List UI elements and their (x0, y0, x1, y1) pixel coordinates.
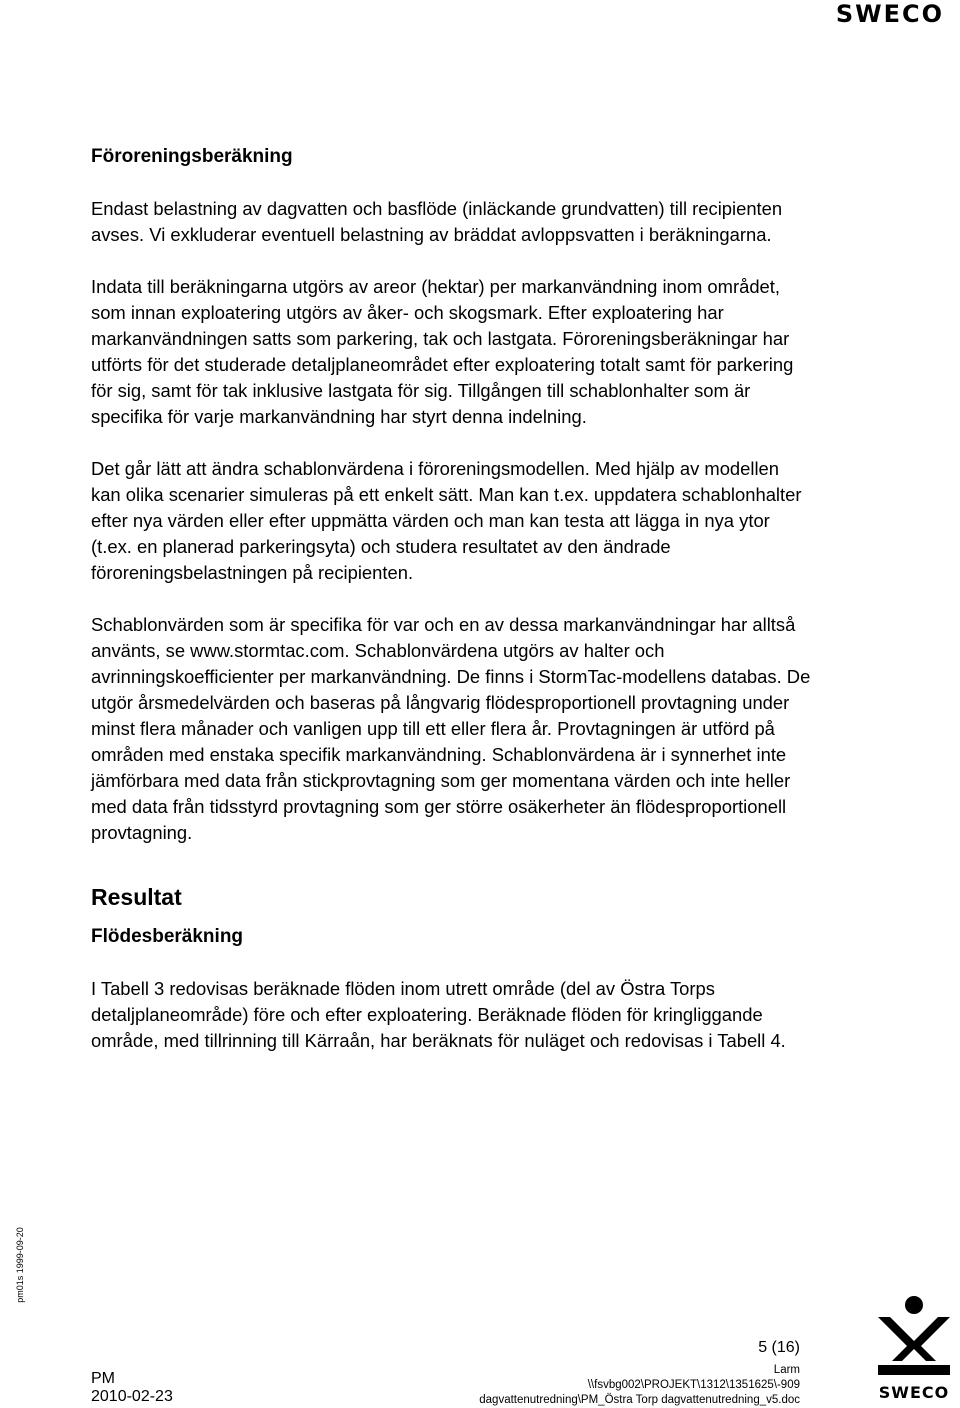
footer-subject: Larm (773, 1364, 800, 1376)
footer-date: 2010-02-23 (91, 1388, 173, 1405)
paragraph-flodesberakning: I Tabell 3 redovisas beräknade flöden inom utrett område (del av Östra Torps detaljplaneområde) före och efter exploatering. Beräknade flöden för kringliggande område, med tillrinning till Kärraån, har beräknats för nuläget och redovisas i Tabell 4. (91, 978, 786, 1051)
footer-doc-type: PM (91, 1370, 115, 1387)
sweco-emblem-logo (874, 1295, 954, 1402)
section-heading-flodesberakning: Flödesberäkning (91, 926, 244, 947)
page-number: 5 (16) (758, 1339, 800, 1356)
footer-left (91, 1370, 173, 1406)
sweco-logo: SWECO (835, 0, 944, 28)
section-heading-fororeningsberakning: Föroreningsberäkning (91, 146, 293, 167)
sweco-emblem-text: SWECO (878, 1383, 950, 1402)
footer-right (479, 1338, 800, 1408)
section-heading-resultat: Resultat (91, 884, 182, 910)
footer-path: \\fsvbg002\PROJEKT\1312\1351625\-909 (587, 1379, 800, 1391)
paragraph-scope: Endast belastning av dagvatten och basflöde (inläckande grundvatten) till recipienten avses. Vi exkluderar eventuell belastning av bräddat avloppsvatten i beräkningarna. (91, 198, 783, 245)
sweco-emblem-icon (874, 1295, 954, 1377)
paragraph-schablonvarden: Schablonvärden som är specifika för var och en av dessa markanvändningar har alltså använts, se www.stormtac.com. Schablonvärdena utgörs av halter och avrinningskoefficienter per markanvändning. De finns i StormTac-modellens databas. De utgör årsmedelvärden och baseras på långvarig flödesproportionell provtagning under minst flera månader och vanligen upp till ett eller flera år. Provtagningen är utförd på områden med enstaka specifik markanvändning. Schablonvärdena är i synnerhet inte jämförbara med data från stickprovtagning som ger momentana värden och inte heller med data från tidsstyrd provtagning som ger större osäkerheter än flödesproportionell provtagning. (91, 614, 811, 843)
template-stamp: pm01s 1999-09-20 (14, 1227, 25, 1303)
paragraph-indata: Indata till beräkningarna utgörs av areor (hektar) per markanvändning inom området, som innan exploatering utgörs av åker- och skogsmark. Efter exploatering har markanvändningen satts som parkering, tak och lastgata. Föroreningsberäkningar har utförts för det studerade detaljplaneområdet efter exploatering totalt samt för parkering för sig, samt för tak inklusive lastgata för sig. Tillgången till schablonhalter som är specifika för varje markanvändning har styrt denna indelning. (91, 276, 794, 427)
paragraph-model: Det går lätt att ändra schablonvärdena i föroreningsmodellen. Med hjälp av modellen kan olika scenarier simuleras på ett enkelt sätt. Man kan t.ex. uppdatera schablonhalter efter nya värden eller efter uppmätta värden och man kan testa att lägga in nya ytor (t.ex. en planerad parkeringsyta) och studera resultatet av den ändrade föroreningsbelastningen på recipienten. (91, 458, 802, 583)
footer-filename: dagvattenutredning\PM_Östra Torp dagvattenutredning_v5.doc (479, 1394, 800, 1406)
document-body (91, 142, 811, 1054)
